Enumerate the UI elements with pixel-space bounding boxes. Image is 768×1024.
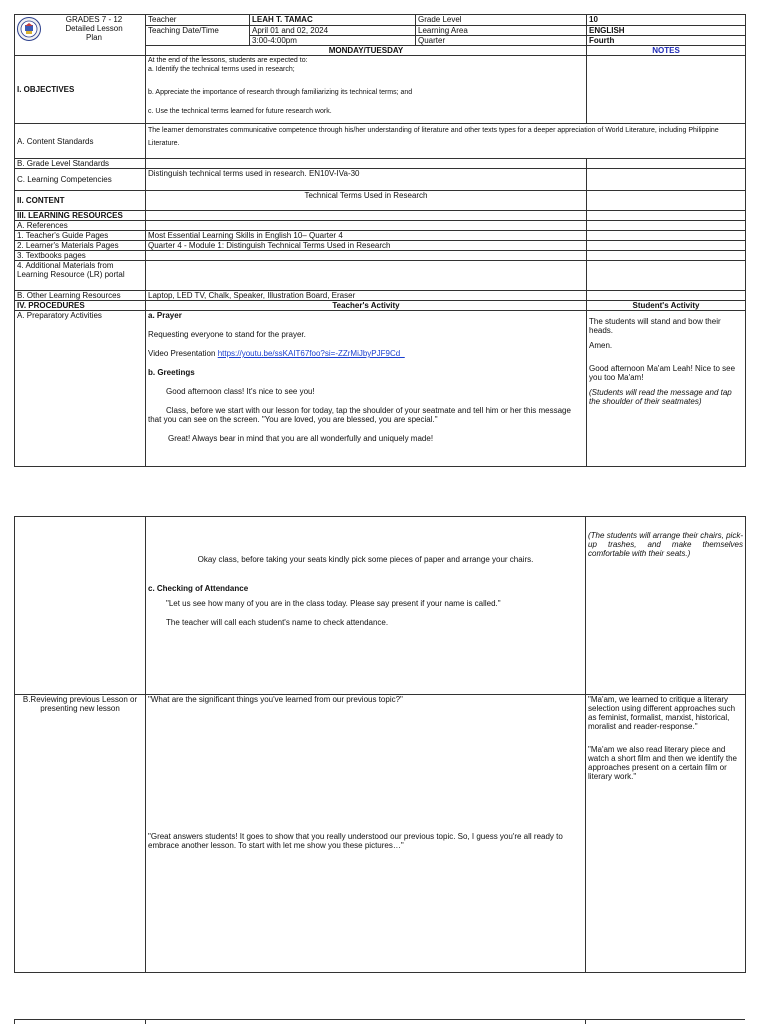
lesson-plan-table-page-3 [14,1019,745,1024]
materials-label: 2. Learner's Materials Pages [15,241,146,251]
grade-standards-notes [587,159,746,169]
attendance-line-1: "Let us see how many of you are in the class today. Please say present if your name is called." [166,599,501,608]
prep-continued-teacher [146,517,586,695]
objective-item-c: c. Use the technical terms learned for future research work. [148,108,332,115]
grade-standards-label: B. Grade Level Standards [15,159,146,169]
teacher-label: Teacher [146,15,250,26]
prep-continued-student [586,517,746,695]
preparatory-label: A. Preparatory Activities [15,311,146,467]
references-label: A. References [15,221,146,231]
resources-label: III. LEARNING RESOURCES [15,211,146,221]
page-3-cell-2 [146,1020,586,1024]
preparatory-student-cell [587,311,746,467]
seats-instruction: Okay class, before taking your seats kindly pick some pieces of paper and arrange your chairs. [197,555,534,564]
teacher-value: LEAH T. TAMAC [250,15,416,26]
teacher-activity-header: Teacher's Activity [146,301,587,311]
page-1 [14,14,745,467]
additional-value [146,261,587,291]
content-standards-label: A. Content Standards [15,124,146,159]
guide-label: 1. Teacher's Guide Pages [15,231,146,241]
review-answer-2: "Ma'am we also read literary piece and watch a short film and then we identify the approaches present on a certain film or literary work." [588,745,737,781]
greeting-line-1: Good afternoon class! It's nice to see you! [166,387,315,396]
quarter-value: Fourth [587,36,746,46]
prayer-heading: a. Prayer [148,311,182,320]
area-label: Learning Area [416,26,587,36]
header-grades: GRADES 7 - 12 [65,15,123,24]
review-closing: "Great answers students! It goes to show that you really understood our previous topic. So, I guess you're all ready to embrace another lesson. To start with let me show you these pictures…" [148,832,563,850]
student-activity-header: Student's Activity [587,301,746,311]
objectives-intro: At the end of the lessons, students are expected to: [148,57,308,64]
review-teacher-cell [146,695,586,973]
additional-notes [587,261,746,291]
quarter-label: Quarter [416,36,587,46]
materials-notes [587,241,746,251]
grade-level-label: Grade Level [416,15,587,26]
time-value: 3:00-4:00pm [250,36,416,46]
deped-seal-icon [17,17,41,41]
video-presentation [148,349,584,358]
page-3-cell-3 [586,1020,746,1024]
objectives-label: I. OBJECTIVES [15,56,146,124]
lesson-plan-table-continued [14,516,746,973]
lesson-plan-table [14,14,746,467]
preparatory-teacher-cell [146,311,587,467]
other-value: Laptop, LED TV, Chalk, Speaker, Illustration Board, Eraser [146,291,587,301]
prep-continued-label [15,517,146,695]
student-response-3: Good afternoon Ma'am Leah! Nice to see you too Ma'am! [589,364,736,382]
content-standards-text: The learner demonstrates communicative competence through his/her understanding of literature and other texts types for a deeper appreciation of World Literature, including Philippine Literature. [146,124,746,159]
student-response-2: Amen. [589,341,613,350]
greetings-heading: b. Greetings [148,368,195,377]
review-label: B.Reviewing previous Lesson or presenting new lesson [15,695,146,973]
student-response-1: The students will stand and bow their heads. [589,317,721,335]
area-value: ENGLISH [587,26,746,36]
content-notes [587,191,746,211]
references-notes [587,221,746,231]
guide-value: Most Essential Learning Skills in English 10– Quarter 4 [146,231,587,241]
objective-item-b: b. Appreciate the importance of research through familiarizing its technical terms; and [148,89,413,96]
review-question: "What are the significant things you've learned from our previous topic?" [148,695,403,704]
review-student-cell [586,695,746,973]
objective-item-a: a. Identify the technical terms used in research; [148,66,295,73]
resources-notes [587,211,746,221]
objectives-content [146,56,587,124]
other-label: B. Other Learning Resources [15,291,146,301]
content-label: II. CONTENT [15,191,146,211]
prayer-text: Requesting everyone to stand for the prayer. [148,330,306,339]
student-arrange-response: (The students will arrange their chairs, pick-up trashes, and make themselves comfortable with their seats.) [588,531,743,558]
content-text: Technical Terms Used in Research [146,191,587,211]
grade-standards-value [146,159,587,169]
grade-level-value: 10 [587,15,746,26]
page-2 [14,516,745,973]
additional-label: 4. Additional Materials from Learning Resource (LR) portal [15,261,146,291]
competencies-text: Distinguish technical terms used in research. EN10V-IVa-30 [146,169,587,191]
greeting-line-3: Great! Always bear in mind that you are all wonderfully and uniquely made! [168,434,434,443]
notes-header: NOTES [587,46,746,56]
header-logo-cell [15,15,146,56]
date-label: Teaching Date/Time [146,26,250,46]
day-value: MONDAY/TUESDAY [146,46,587,56]
greeting-line-2: Class, before we start with our lesson for today, tap the shoulder of your seatmate and tell him or her this message that you can see on the screen. "You are loved, you are blessed, you are special." [148,406,571,424]
resources-blank [146,211,587,221]
header-plan-title-2: Plan [85,33,102,42]
objectives-notes [587,56,746,124]
procedures-label: IV. PROCEDURES [15,301,146,311]
textbook-label: 3. Textbooks pages [15,251,146,261]
review-answer-1: "Ma'am, we learned to critique a literary selection using different approaches such as feminist, formalist, marxist, historical, moralist and reader-response." [588,695,736,731]
textbook-value [146,251,587,261]
other-notes [587,291,746,301]
page-3 [14,1019,745,1024]
attendance-line-2: The teacher will call each student's name to check attendance. [166,618,389,627]
competencies-label: C. Learning Competencies [15,169,146,191]
student-response-4: (Students will read the message and tap the shoulder of their seatmates) [589,388,732,406]
competencies-notes [587,169,746,191]
page-3-cell-1 [15,1020,146,1024]
video-link[interactable]: https://youtu.be/ssKAIT67foo?si=-ZZrMiJbyPJF9Cd_ [217,349,405,358]
video-label: Video Presentation [148,349,218,358]
materials-value: Quarter 4 - Module 1: Distinguish Technical Terms Used in Research [146,241,587,251]
textbook-notes [587,251,746,261]
references-blank [146,221,587,231]
attendance-heading: c. Checking of Attendance [148,584,249,593]
guide-notes [587,231,746,241]
header-plan-title-1: Detailed Lesson [65,24,123,33]
date-value: April 01 and 02, 2024 [250,26,416,36]
